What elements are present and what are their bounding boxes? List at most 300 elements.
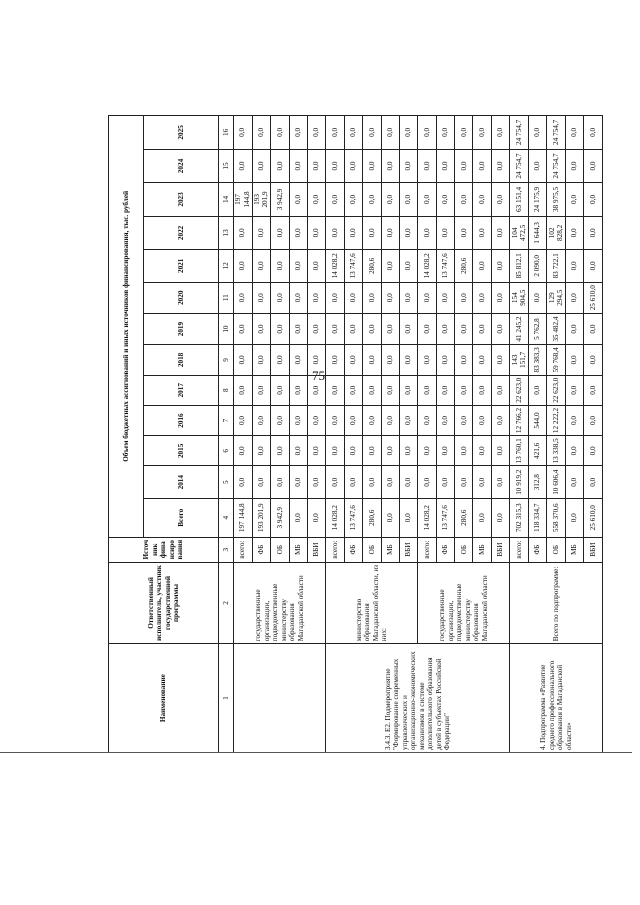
header-year: 2018 xyxy=(144,345,219,375)
amount-cell: 25 610,0 xyxy=(584,498,603,537)
amount-cell: 0,0 xyxy=(491,436,509,466)
amount-cell: 0,0 xyxy=(381,405,399,435)
amount-cell: 0,0 xyxy=(381,183,399,216)
amount-cell: 0,0 xyxy=(344,216,362,249)
source-cell: ОБ xyxy=(271,537,289,562)
amount-cell: 280,6 xyxy=(455,250,473,282)
amount-cell: 0,0 xyxy=(566,183,584,216)
amount-cell: 0,0 xyxy=(584,149,603,182)
amount-cell: 13 338,5 xyxy=(547,436,566,466)
amount-cell: 0,0 xyxy=(307,116,325,150)
amount-cell: 0,0 xyxy=(455,345,473,375)
amount-cell: 0,0 xyxy=(326,313,344,344)
source-cell: ВБИ xyxy=(584,537,603,562)
amount-cell: 0,0 xyxy=(344,405,362,435)
amount-cell: 0,0 xyxy=(326,183,344,216)
amount-cell: 0,0 xyxy=(326,375,344,405)
amount-cell: 0,0 xyxy=(473,498,491,537)
amount-cell: 0,0 xyxy=(381,375,399,405)
amount-cell: 0,0 xyxy=(289,345,307,375)
amount-cell: 0,0 xyxy=(307,183,325,216)
amount-cell: 544,0 xyxy=(528,405,546,435)
amount-cell: 0,0 xyxy=(473,282,491,313)
amount-cell: 13 747,6 xyxy=(344,250,362,282)
amount-cell: 0,0 xyxy=(252,149,271,182)
amount-cell: 312,8 xyxy=(528,466,546,498)
amount-cell: 197 144,8 xyxy=(233,498,252,537)
amount-cell: 0,0 xyxy=(491,216,509,249)
amount-cell: 0,0 xyxy=(491,498,509,537)
amount-cell: 0,0 xyxy=(491,405,509,435)
amount-cell: 83 722,1 xyxy=(547,250,566,282)
amount-cell: 0,0 xyxy=(528,116,546,150)
amount-cell: 0,0 xyxy=(326,216,344,249)
amount-cell: 0,0 xyxy=(584,375,603,405)
amount-cell: 41 245,2 xyxy=(510,313,529,344)
amount-cell: 193 201,9 xyxy=(252,183,271,216)
column-number: 2 xyxy=(219,562,234,644)
amount-cell: 59 768,4 xyxy=(547,345,566,375)
amount-cell: 0,0 xyxy=(491,250,509,282)
source-cell: всего: xyxy=(418,537,436,562)
amount-cell: 10 606,4 xyxy=(547,466,566,498)
amount-cell: 0,0 xyxy=(233,466,252,498)
source-cell: всего: xyxy=(326,537,344,562)
amount-cell: 0,0 xyxy=(381,216,399,249)
source-cell: МБ xyxy=(473,537,491,562)
amount-cell: 0,0 xyxy=(473,149,491,182)
amount-cell: 0,0 xyxy=(344,116,362,150)
header-executor: Ответственный исполнитель, участник государственной программы xyxy=(109,562,219,644)
amount-cell: 0,0 xyxy=(363,149,381,182)
amount-cell: 3 942,9 xyxy=(271,183,289,216)
amount-cell: 0,0 xyxy=(344,375,362,405)
amount-cell: 13 747,6 xyxy=(344,498,362,537)
amount-cell: 702 315,3 xyxy=(510,498,529,537)
amount-cell: 0,0 xyxy=(233,313,252,344)
amount-cell: 0,0 xyxy=(289,498,307,537)
source-cell: всего: xyxy=(510,537,529,562)
amount-cell: 0,0 xyxy=(473,375,491,405)
program-name-cell: 4. Подпрограмма «Развитие среднего профессионального образования в Магаданской области» xyxy=(510,644,603,753)
amount-cell: 0,0 xyxy=(271,282,289,313)
amount-cell: 0,0 xyxy=(289,183,307,216)
amount-cell: 0,0 xyxy=(566,313,584,344)
amount-cell: 0,0 xyxy=(399,282,417,313)
amount-cell: 0,0 xyxy=(233,345,252,375)
source-cell: ФБ xyxy=(252,537,271,562)
amount-cell: 0,0 xyxy=(491,313,509,344)
amount-cell: 0,0 xyxy=(233,149,252,182)
amount-cell: 0,0 xyxy=(344,466,362,498)
column-number: 7 xyxy=(219,405,234,435)
executor-cell: государственные организации, подведомственные министерству образования Магаданской области xyxy=(418,562,510,644)
amount-cell: 0,0 xyxy=(455,116,473,150)
amount-cell: 0,0 xyxy=(455,282,473,313)
amount-cell: 12 766,2 xyxy=(510,405,529,435)
funding-table xyxy=(108,115,603,753)
amount-cell: 129 294,5 xyxy=(547,282,566,313)
amount-cell: 0,0 xyxy=(289,375,307,405)
amount-cell: 13 760,1 xyxy=(510,436,529,466)
page-divider xyxy=(0,752,632,753)
amount-cell: 0,0 xyxy=(584,436,603,466)
amount-cell: 0,0 xyxy=(436,405,454,435)
amount-cell: 0,0 xyxy=(307,375,325,405)
column-number: 4 xyxy=(219,498,234,537)
amount-cell: 0,0 xyxy=(381,498,399,537)
rotated-sheet xyxy=(108,115,603,753)
amount-cell: 38 975,5 xyxy=(547,183,566,216)
amount-cell: 0,0 xyxy=(363,345,381,375)
amount-cell: 0,0 xyxy=(566,149,584,182)
header-year: 2022 xyxy=(144,216,219,249)
amount-cell: 0,0 xyxy=(473,466,491,498)
amount-cell: 0,0 xyxy=(307,149,325,182)
amount-cell: 0,0 xyxy=(307,250,325,282)
amount-cell: 0,0 xyxy=(252,116,271,150)
amount-cell: 0,0 xyxy=(584,116,603,150)
amount-cell: 2 090,0 xyxy=(528,250,546,282)
amount-cell: 0,0 xyxy=(528,375,546,405)
source-cell: ОБ xyxy=(547,537,566,562)
amount-cell: 0,0 xyxy=(455,313,473,344)
amount-cell: 0,0 xyxy=(381,250,399,282)
amount-cell: 0,0 xyxy=(252,466,271,498)
amount-cell: 0,0 xyxy=(584,183,603,216)
amount-cell: 143 151,7 xyxy=(510,345,529,375)
source-cell: ОБ xyxy=(363,537,381,562)
amount-cell: 0,0 xyxy=(326,345,344,375)
amount-cell: 0,0 xyxy=(399,375,417,405)
amount-cell: 280,6 xyxy=(363,250,381,282)
amount-cell: 0,0 xyxy=(307,436,325,466)
amount-cell: 0,0 xyxy=(307,498,325,537)
header-year: 2020 xyxy=(144,282,219,313)
column-number: 10 xyxy=(219,313,234,344)
amount-cell: 0,0 xyxy=(399,250,417,282)
amount-cell: 0,0 xyxy=(455,149,473,182)
amount-cell: 0,0 xyxy=(271,313,289,344)
amount-cell: 0,0 xyxy=(233,375,252,405)
amount-cell: 0,0 xyxy=(566,436,584,466)
amount-cell: 0,0 xyxy=(289,216,307,249)
amount-cell: 22 623,0 xyxy=(510,375,529,405)
column-number: 15 xyxy=(219,149,234,182)
source-cell: ОБ xyxy=(455,537,473,562)
amount-cell: 0,0 xyxy=(436,375,454,405)
amount-cell: 0,0 xyxy=(344,313,362,344)
amount-cell: 24 754,7 xyxy=(510,149,529,182)
executor-cell: государственные организации, подведомственные министерству образования Магаданской области xyxy=(233,562,326,644)
header-total: Всего xyxy=(144,498,219,537)
source-cell: МБ xyxy=(381,537,399,562)
source-cell: ВБИ xyxy=(491,537,509,562)
amount-cell: 83 383,3 xyxy=(528,345,546,375)
amount-cell: 0,0 xyxy=(473,250,491,282)
page-number: 75 xyxy=(312,368,325,383)
amount-cell: 0,0 xyxy=(252,436,271,466)
amount-cell: 0,0 xyxy=(566,282,584,313)
amount-cell: 0,0 xyxy=(491,466,509,498)
amount-cell: 0,0 xyxy=(326,282,344,313)
amount-cell: 0,0 xyxy=(289,436,307,466)
amount-cell: 0,0 xyxy=(455,436,473,466)
column-number: 13 xyxy=(219,216,234,249)
header-year: 2016 xyxy=(144,405,219,435)
amount-cell: 0,0 xyxy=(289,116,307,150)
amount-cell: 0,0 xyxy=(418,116,436,150)
amount-cell: 0,0 xyxy=(381,313,399,344)
amount-cell: 0,0 xyxy=(363,313,381,344)
header-year: 2025 xyxy=(144,116,219,150)
amount-cell: 0,0 xyxy=(252,345,271,375)
source-cell: ВБИ xyxy=(399,537,417,562)
amount-cell: 0,0 xyxy=(252,250,271,282)
amount-cell: 0,0 xyxy=(289,466,307,498)
amount-cell: 0,0 xyxy=(418,216,436,249)
source-cell: ФБ xyxy=(528,537,546,562)
amount-cell: 193 201,9 xyxy=(252,498,271,537)
amount-cell: 0,0 xyxy=(271,436,289,466)
amount-cell: 421,6 xyxy=(528,436,546,466)
amount-cell: 0,0 xyxy=(436,345,454,375)
amount-cell: 0,0 xyxy=(363,282,381,313)
amount-cell: 0,0 xyxy=(363,375,381,405)
amount-cell: 0,0 xyxy=(399,405,417,435)
amount-cell: 0,0 xyxy=(436,282,454,313)
amount-cell: 0,0 xyxy=(566,216,584,249)
header-source: Источник финансирования xyxy=(109,537,219,562)
amount-cell: 0,0 xyxy=(528,282,546,313)
amount-cell: 0,0 xyxy=(399,216,417,249)
amount-cell: 5 762,8 xyxy=(528,313,546,344)
amount-cell: 0,0 xyxy=(473,116,491,150)
amount-cell: 0,0 xyxy=(271,116,289,150)
amount-cell: 13 747,6 xyxy=(436,498,454,537)
amount-cell: 0,0 xyxy=(566,405,584,435)
amount-cell: 154 904,5 xyxy=(510,282,529,313)
header-year: 2023 xyxy=(144,183,219,216)
amount-cell: 0,0 xyxy=(252,313,271,344)
amount-cell: 12 222,2 xyxy=(547,405,566,435)
amount-cell: 0,0 xyxy=(271,466,289,498)
amount-cell: 0,0 xyxy=(363,183,381,216)
amount-cell: 0,0 xyxy=(326,436,344,466)
amount-cell: 0,0 xyxy=(381,345,399,375)
amount-cell: 0,0 xyxy=(252,375,271,405)
header-year: 2019 xyxy=(144,313,219,344)
amount-cell: 0,0 xyxy=(344,282,362,313)
header-year: 2017 xyxy=(144,375,219,405)
amount-cell: 0,0 xyxy=(289,250,307,282)
amount-cell: 0,0 xyxy=(271,405,289,435)
amount-cell: 0,0 xyxy=(344,149,362,182)
amount-cell: 0,0 xyxy=(491,282,509,313)
amount-cell: 0,0 xyxy=(491,375,509,405)
amount-cell: 0,0 xyxy=(436,216,454,249)
amount-cell: 0,0 xyxy=(252,216,271,249)
amount-cell: 0,0 xyxy=(326,116,344,150)
table-row xyxy=(326,116,344,753)
amount-cell: 0,0 xyxy=(289,313,307,344)
amount-cell: 0,0 xyxy=(307,466,325,498)
amount-cell: 0,0 xyxy=(344,183,362,216)
amount-cell: 24 754,7 xyxy=(510,116,529,150)
amount-cell: 0,0 xyxy=(455,405,473,435)
amount-cell: 24 754,7 xyxy=(547,149,566,182)
amount-cell: 0,0 xyxy=(363,116,381,150)
source-cell: МБ xyxy=(289,537,307,562)
amount-cell: 0,0 xyxy=(528,149,546,182)
amount-cell: 0,0 xyxy=(326,466,344,498)
amount-cell: 0,0 xyxy=(307,405,325,435)
amount-cell: 0,0 xyxy=(418,375,436,405)
amount-cell: 0,0 xyxy=(584,250,603,282)
amount-cell: 3 942,9 xyxy=(271,498,289,537)
amount-cell: 0,0 xyxy=(252,282,271,313)
amount-cell: 14 028,2 xyxy=(418,498,436,537)
amount-cell: 0,0 xyxy=(363,436,381,466)
amount-cell: 0,0 xyxy=(344,436,362,466)
amount-cell: 14 028,2 xyxy=(418,250,436,282)
amount-cell: 0,0 xyxy=(584,466,603,498)
amount-cell: 0,0 xyxy=(307,313,325,344)
amount-cell: 0,0 xyxy=(233,405,252,435)
column-number: 11 xyxy=(219,282,234,313)
amount-cell: 0,0 xyxy=(233,116,252,150)
amount-cell: 0,0 xyxy=(455,183,473,216)
amount-cell: 0,0 xyxy=(566,250,584,282)
amount-cell: 0,0 xyxy=(326,149,344,182)
amount-cell: 0,0 xyxy=(491,149,509,182)
amount-cell: 0,0 xyxy=(436,436,454,466)
header-amount-group: Объем бюджетных ассигнований и иных источников финансирования, тыс. рублей xyxy=(109,116,144,538)
header-year: 2024 xyxy=(144,149,219,182)
amount-cell: 0,0 xyxy=(326,405,344,435)
amount-cell: 10 919,2 xyxy=(510,466,529,498)
amount-cell: 0,0 xyxy=(473,405,491,435)
amount-cell: 0,0 xyxy=(363,405,381,435)
amount-cell: 0,0 xyxy=(381,466,399,498)
amount-cell: 0,0 xyxy=(381,436,399,466)
column-number: 3 xyxy=(219,537,234,562)
amount-cell: 0,0 xyxy=(363,216,381,249)
amount-cell: 0,0 xyxy=(418,313,436,344)
amount-cell: 118 334,7 xyxy=(528,498,546,537)
amount-cell: 0,0 xyxy=(307,282,325,313)
amount-cell: 0,0 xyxy=(455,375,473,405)
amount-cell: 104 472,5 xyxy=(510,216,529,249)
amount-cell: 0,0 xyxy=(436,313,454,344)
amount-cell: 0,0 xyxy=(252,405,271,435)
amount-cell: 0,0 xyxy=(473,345,491,375)
amount-cell: 0,0 xyxy=(399,116,417,150)
amount-cell: 280,6 xyxy=(455,498,473,537)
amount-cell: 0,0 xyxy=(381,282,399,313)
amount-cell: 14 028,2 xyxy=(326,498,344,537)
amount-cell: 0,0 xyxy=(399,466,417,498)
table-row xyxy=(510,116,529,753)
source-cell: ФБ xyxy=(436,537,454,562)
amount-cell: 0,0 xyxy=(584,345,603,375)
source-cell: ФБ xyxy=(344,537,362,562)
amount-cell: 0,0 xyxy=(233,216,252,249)
amount-cell: 0,0 xyxy=(491,345,509,375)
amount-cell: 0,0 xyxy=(418,345,436,375)
amount-cell: 0,0 xyxy=(418,436,436,466)
amount-cell: 0,0 xyxy=(566,345,584,375)
program-name-cell xyxy=(233,644,326,753)
header-name: Наименование xyxy=(109,644,219,753)
amount-cell: 85 812,1 xyxy=(510,250,529,282)
source-cell: МБ xyxy=(566,537,584,562)
source-cell: всего: xyxy=(233,537,252,562)
amount-cell: 0,0 xyxy=(271,216,289,249)
amount-cell: 35 482,4 xyxy=(547,313,566,344)
amount-cell: 0,0 xyxy=(399,183,417,216)
amount-cell: 0,0 xyxy=(418,183,436,216)
amount-cell: 0,0 xyxy=(271,250,289,282)
amount-cell: 14 028,2 xyxy=(326,250,344,282)
executor-cell: министерство образования Магаданской области, из них: xyxy=(326,562,418,644)
program-name-cell: 3.4.3. Е2. Подмероприятие "Формирование современных управленческих и организационно-экономических механизмов в системе дополнительного образования детей в субъектах Российской Федерации" xyxy=(326,644,510,753)
amount-cell: 0,0 xyxy=(436,149,454,182)
amount-cell: 0,0 xyxy=(344,345,362,375)
amount-cell: 63 151,4 xyxy=(510,183,529,216)
column-number: 12 xyxy=(219,250,234,282)
amount-cell: 197 144,8 xyxy=(233,183,252,216)
amount-cell: 280,6 xyxy=(363,498,381,537)
source-cell: ВБИ xyxy=(307,537,325,562)
amount-cell: 24 754,7 xyxy=(547,116,566,150)
amount-cell: 0,0 xyxy=(566,375,584,405)
amount-cell: 0,0 xyxy=(233,282,252,313)
amount-cell: 0,0 xyxy=(271,375,289,405)
amount-cell: 24 175,9 xyxy=(528,183,546,216)
amount-cell: 0,0 xyxy=(289,149,307,182)
column-number: 16 xyxy=(219,116,234,150)
amount-cell: 0,0 xyxy=(584,216,603,249)
amount-cell: 0,0 xyxy=(584,405,603,435)
amount-cell: 0,0 xyxy=(289,282,307,313)
amount-cell: 0,0 xyxy=(566,116,584,150)
amount-cell: 0,0 xyxy=(566,498,584,537)
amount-cell: 0,0 xyxy=(473,216,491,249)
amount-cell: 0,0 xyxy=(436,466,454,498)
amount-cell: 0,0 xyxy=(271,149,289,182)
amount-cell: 0,0 xyxy=(473,436,491,466)
amount-cell: 1 644,3 xyxy=(528,216,546,249)
amount-cell: 0,0 xyxy=(307,345,325,375)
amount-cell: 0,0 xyxy=(233,250,252,282)
amount-cell: 0,0 xyxy=(271,345,289,375)
amount-cell: 0,0 xyxy=(455,466,473,498)
column-number: 6 xyxy=(219,436,234,466)
amount-cell: 0,0 xyxy=(381,149,399,182)
amount-cell: 0,0 xyxy=(289,405,307,435)
amount-cell: 0,0 xyxy=(307,216,325,249)
header-year: 2015 xyxy=(144,436,219,466)
amount-cell: 25 610,0 xyxy=(584,282,603,313)
column-number: 14 xyxy=(219,183,234,216)
column-number: 5 xyxy=(219,466,234,498)
amount-cell: 0,0 xyxy=(399,498,417,537)
amount-cell: 0,0 xyxy=(584,313,603,344)
amount-cell: 0,0 xyxy=(233,436,252,466)
table-row xyxy=(233,116,252,753)
column-number: 9 xyxy=(219,345,234,375)
